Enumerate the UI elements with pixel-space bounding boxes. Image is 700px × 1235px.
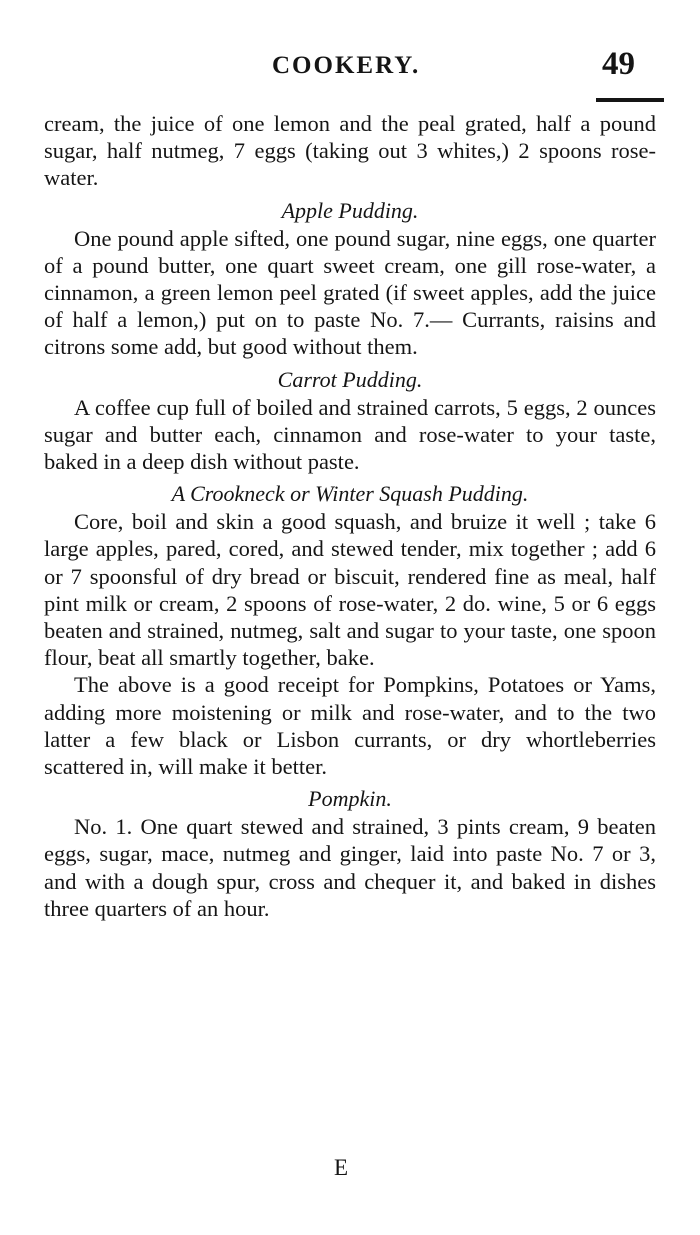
header-rule — [596, 98, 664, 102]
signature-mark: E — [334, 1155, 349, 1180]
recipe-text-squash-pudding: Core, boil and skin a good squash, and bruize it well ; take 6 large apples, pared, cored, and stewed tender, mix together ; add 6 or 7 spoonsful of dry bread or biscuit, rendered fine as meal, half pint milk or cream, 2 spoons of rose-water, 2 do. wine, 5 or 6 eggs beaten and strained, nutmeg, salt and sugar to your taste, one spoon flour, beat all smartly together, bake. — [44, 509, 656, 671]
recipe-text-pompkin: No. 1. One quart stewed and strained, 3 pints cream, 9 beaten eggs, sugar, mace, nutmeg and ginger, laid into paste No. 7 or 3, and with a dough spur, cross and chequer it, and baked in dishes three quarters of an hour. — [44, 814, 656, 921]
page-number: 49 — [602, 46, 635, 82]
recipe-title-apple-pudding: Apple Pudding. — [281, 197, 419, 223]
continued-paragraph: cream, the juice of one lemon and the peal grated, half a pound sugar, half nutmeg, 7 eggs (taking out 3 whites,) 2 spoons rose-water. — [44, 111, 656, 191]
recipe-title-squash-pudding: A Crookneck or Winter Squash Pudding. — [171, 481, 529, 507]
page-header — [0, 44, 700, 88]
recipe-note-squash-pudding: The above is a good receipt for Pompkins, Potatoes or Yams, adding more moistening or milk and rose-water, and to the two latter a few black or Lisbon currants, or dry whortleberries scattered in, will make it better. — [44, 672, 656, 780]
recipe-title-carrot-pudding: Carrot Pudding. — [277, 366, 423, 392]
running-head: COOKERY. — [272, 52, 421, 79]
page-body — [44, 110, 656, 922]
recipe-text-apple-pudding: One pound apple sifted, one pound sugar, nine eggs, one quarter of a pound butter, one quart sweet cream, one gill rose-water, a cinnamon, a green lemon peel grated (if sweet apples, add the juice of half a lemon,) put on to paste No. 7.— Currants, raisins and citrons some add, but good without them. — [44, 225, 656, 360]
recipe-text-carrot-pudding: A coffee cup full of boiled and strained carrots, 5 eggs, 2 ounces sugar and butter each, cinnamon and rose-water to your taste, baked in a deep dish without paste. — [44, 394, 656, 475]
recipe-title-pompkin: Pompkin. — [308, 786, 392, 812]
